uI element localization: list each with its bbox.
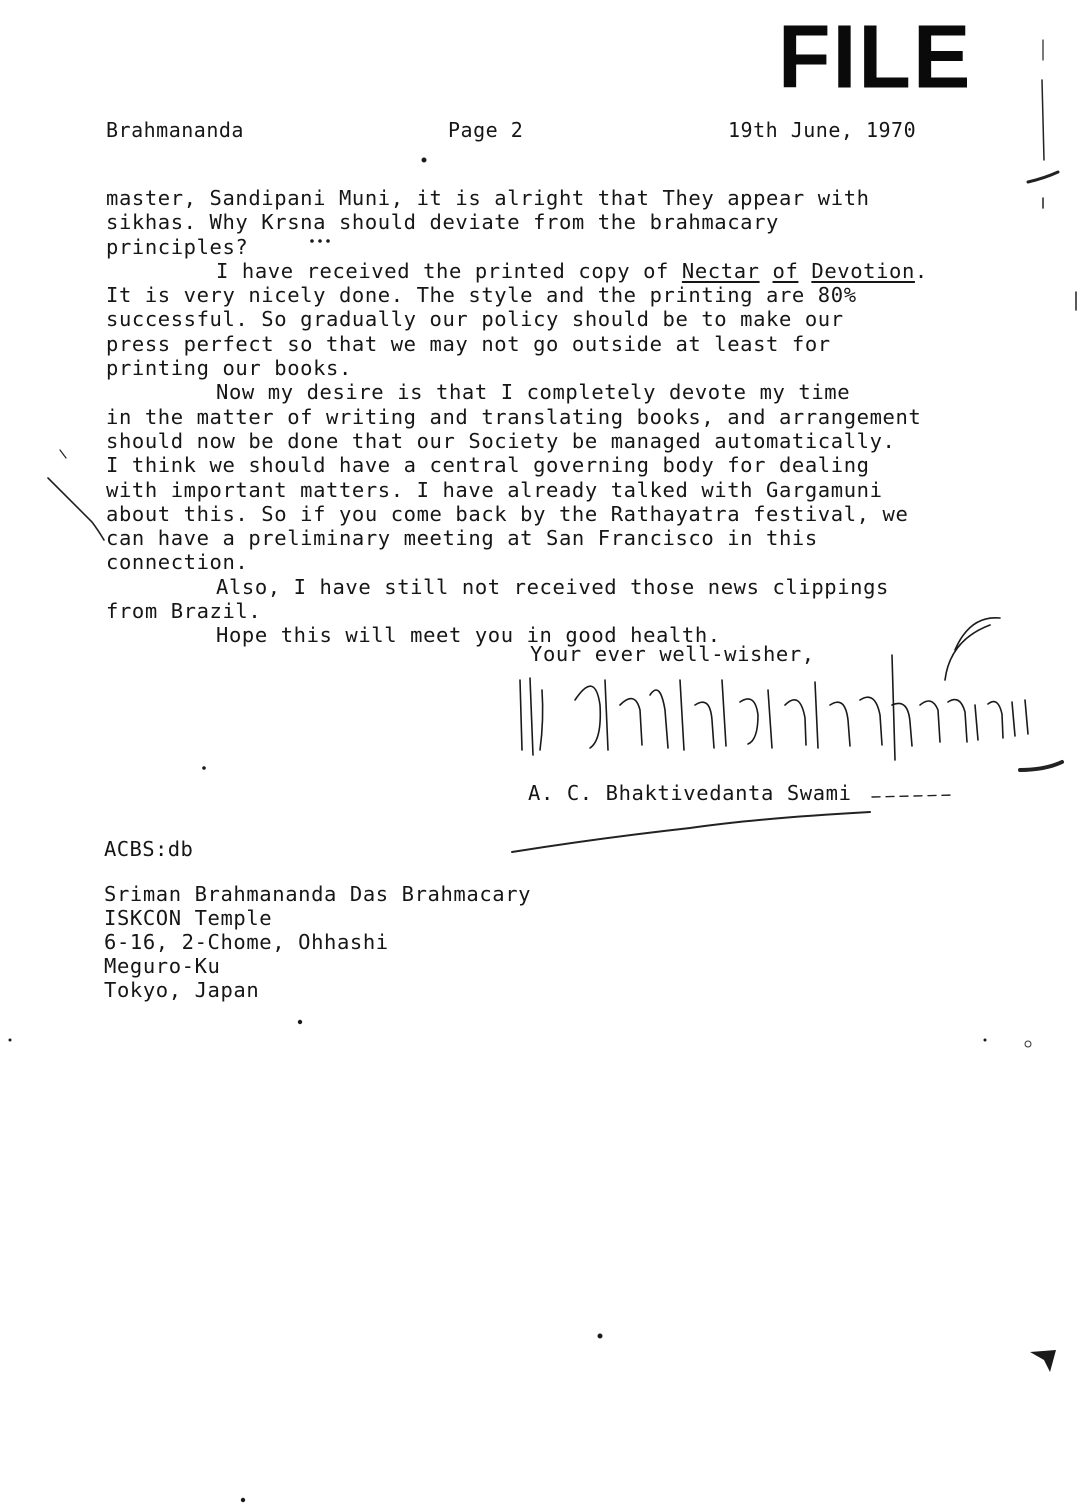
- address-line: Meguro-Ku: [104, 954, 221, 978]
- body-line: Now my desire is that I completely devote my time: [216, 380, 851, 405]
- body-line: in the matter of writing and translating books, and arrangement: [106, 404, 922, 429]
- body-line: from Brazil.: [106, 599, 262, 624]
- body-line: printing our books.: [106, 356, 352, 381]
- signer-name: A. C. Bhaktivedanta Swami: [528, 781, 852, 805]
- header-page-number: Page 2: [448, 118, 524, 142]
- closing-salutation: Your ever well-wisher,: [530, 642, 815, 666]
- file-stamp: FILE: [778, 6, 973, 108]
- body-line: about this. So if you come back by the Rathayatra festival, we: [106, 501, 909, 526]
- body-line: I think we should have a central governing body for dealing: [106, 453, 870, 478]
- body-line: successful. So gradually our policy should be to make our: [106, 307, 844, 332]
- body-text: I have received the printed copy of: [216, 258, 682, 283]
- body-line: Also, I have still not received those news clippings: [216, 574, 889, 599]
- body-line: Hope this will meet you in good health.: [216, 623, 721, 648]
- book-title-word: Nectar: [681, 258, 760, 283]
- address-line: 6-16, 2-Chome, Ohhashi: [104, 930, 389, 954]
- reference-initials: ACBS:db: [104, 837, 194, 861]
- body-line: can have a preliminary meeting at San Francisco in this: [106, 526, 818, 551]
- body-line: sikhas. Why Krsna should deviate from the brahmacary: [106, 210, 779, 235]
- address-line: Tokyo, Japan: [104, 978, 260, 1002]
- body-line: master, Sandipani Muni, it is alright that They appear with: [106, 186, 870, 210]
- address-line: ISKCON Temple: [104, 906, 273, 930]
- address-line: Sriman Brahmananda Das Brahmacary: [104, 882, 532, 906]
- body-line: connection.: [106, 550, 249, 575]
- header-date: 19th June, 1970: [728, 118, 917, 142]
- book-title-word: Devotion: [811, 258, 915, 283]
- body-line: It is very nicely done. The style and the printing are 80%: [106, 283, 857, 308]
- body-text: .: [914, 258, 928, 283]
- body-line: with important matters. I have already talked with Gargamuni: [106, 477, 883, 502]
- header-recipient: Brahmananda: [106, 118, 244, 142]
- body-line: principles?: [106, 234, 249, 259]
- body-line: press perfect so that we may not go outside at least for: [106, 331, 831, 356]
- book-title-word: of: [772, 258, 799, 283]
- body-line: should now be done that our Society be managed automatically.: [106, 428, 896, 453]
